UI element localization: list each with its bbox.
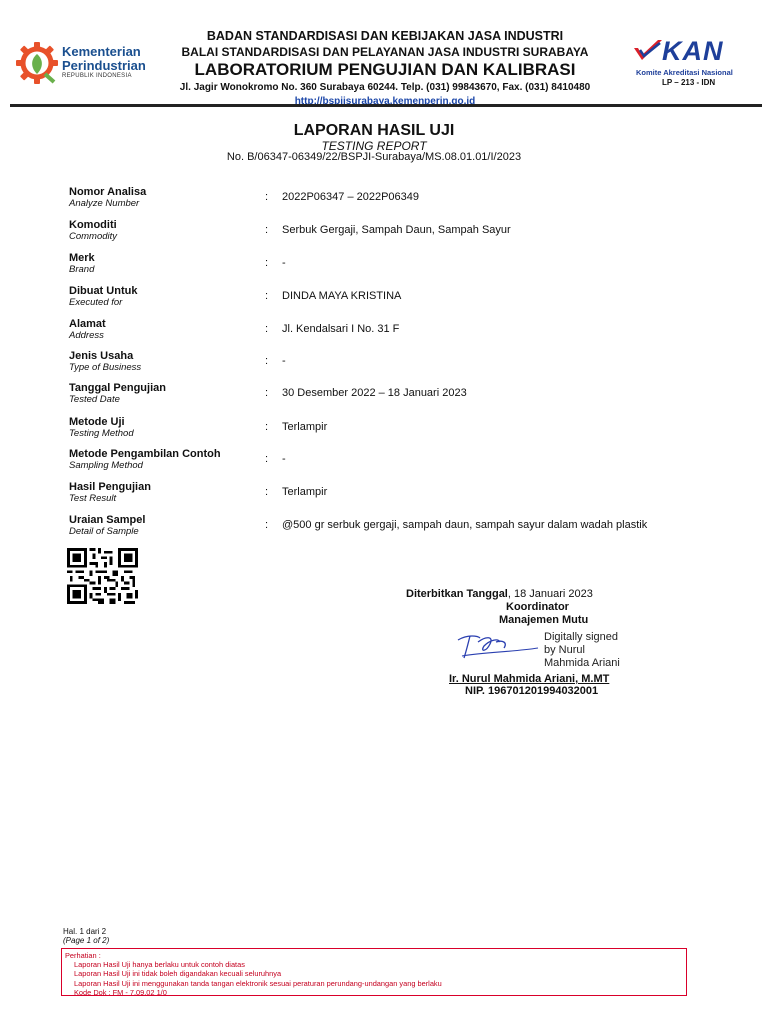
gear-logo-icon (14, 40, 60, 86)
kemenperin-logo-line2: Perindustrian (62, 58, 146, 73)
signer-role: Koordinator (506, 601, 569, 613)
field-brand (69, 252, 709, 282)
report-subtitle: TESTING REPORT (321, 139, 427, 153)
field-type-of-business (69, 350, 709, 380)
notice-title: Perhatian : (65, 951, 101, 960)
signer-name: Ir. Nurul Mahmida Ariani, M.MT (449, 673, 610, 685)
document-number: No. B/06347-06349/22/BSPJI-Surabaya/MS.08.01.01/I/2023 (226, 151, 522, 163)
field-colon: : (265, 224, 269, 236)
checkmark-logo-icon (632, 38, 666, 66)
kan-logo (632, 38, 754, 90)
kan-logo-subtitle: Komite Akreditasi Nasional (636, 68, 733, 77)
field-colon: : (265, 355, 269, 367)
letterhead (0, 0, 768, 110)
office-name: BALAI STANDARDISASI DAN PELAYANAN JASA INDUSTRI SURABAYA (181, 45, 589, 59)
field-label: Jenis Usaha (69, 350, 134, 362)
field-colon: : (265, 486, 269, 498)
issued-label: Diterbitkan Tanggal (406, 588, 508, 600)
digital-signature-note (544, 631, 620, 670)
document-code: Kode Dok : FM - 7.09.02 1/0 (74, 987, 167, 997)
kan-logo-word: KAN (662, 36, 724, 66)
digital-signature-line2: by Nurul (544, 644, 585, 656)
field-test-result (69, 481, 709, 511)
signer-department: Manajemen Mutu (499, 614, 589, 626)
field-colon: : (265, 519, 269, 531)
field-label: Dibuat Untuk (69, 285, 138, 297)
field-sublabel: Tested Date (69, 394, 120, 405)
field-value: Terlampir (282, 486, 328, 498)
digital-signature-line3: Mahmida Ariani (544, 657, 620, 669)
kemenperin-logo-line1: Kementerian (62, 44, 141, 59)
issued-date: , 18 Januari 2023 (507, 588, 593, 600)
field-testing-method (69, 416, 709, 446)
field-colon: : (265, 290, 269, 302)
signer-nip: NIP. 196701201994032001 (465, 685, 599, 697)
field-sublabel: Type of Business (69, 362, 142, 373)
institution-address: Jl. Jagir Wonokromo No. 360 Surabaya 60244. Telp. (031) 99843670, Fax. (031) 8410480 (179, 82, 591, 93)
field-label: Metode Pengambilan Contoh (69, 448, 221, 460)
field-sublabel: Commodity (69, 231, 118, 242)
page-indicator: Hal. 1 dari 2 (63, 927, 107, 936)
field-value: Terlampir (282, 421, 328, 433)
issued-date-line (406, 588, 593, 600)
field-value: - (282, 257, 286, 269)
page-indicator-english: (Page 1 of 2) (63, 936, 110, 945)
institution-url[interactable]: http://bspjisurabaya.kemenperin.go.id (294, 96, 476, 107)
field-analyze-number (69, 186, 709, 216)
field-value: Serbuk Gergaji, Sampah Daun, Sampah Sayur (282, 224, 511, 236)
notice-line: Laporan Hasil Uji ini tidak boleh digandakan kecuali seluruhnya (74, 969, 282, 979)
handwritten-signature (456, 630, 540, 664)
field-executed-for (69, 285, 709, 315)
field-label: Alamat (69, 318, 106, 330)
kemenperin-logo (14, 40, 164, 86)
field-label: Hasil Pengujian (69, 481, 151, 493)
field-label: Metode Uji (69, 416, 125, 428)
field-label: Tanggal Pengujian (69, 382, 166, 394)
kemenperin-logo-line3: REPUBLIK INDONESIA (62, 73, 132, 79)
notice-line: Laporan Hasil Uji hanya berlaku untuk contoh diatas (74, 960, 245, 970)
lab-name: LABORATORIUM PENGUJIAN DAN KALIBRASI (194, 60, 576, 79)
qr-code-icon (67, 548, 138, 604)
field-label: Nomor Analisa (69, 186, 147, 198)
field-address (69, 318, 709, 348)
field-sublabel: Address (69, 330, 104, 341)
field-label: Merk (69, 252, 95, 264)
report-title: LAPORAN HASIL UJI (293, 122, 455, 139)
field-sublabel: Sampling Method (69, 460, 143, 471)
accreditation-number: LP – 213 - IDN (662, 78, 716, 87)
field-detail-of-sample (69, 514, 709, 544)
field-value: Jl. Kendalsari I No. 31 F (282, 323, 400, 335)
field-colon: : (265, 257, 269, 269)
field-value: - (282, 453, 286, 465)
field-value: 2022P06347 – 2022P06349 (282, 191, 420, 203)
field-value: @500 gr serbuk gergaji, sampah daun, sampah sayur dalam wadah plastik (282, 519, 648, 531)
field-label: Komoditi (69, 219, 117, 231)
field-sampling-method (69, 448, 709, 478)
institution-heading (150, 28, 620, 108)
field-sublabel: Executed for (69, 297, 123, 308)
field-commodity (69, 219, 709, 249)
field-colon: : (265, 191, 269, 203)
field-sublabel: Detail of Sample (69, 526, 139, 537)
field-sublabel: Brand (69, 264, 95, 275)
field-colon: : (265, 323, 269, 335)
field-colon: : (265, 421, 269, 433)
digital-signature-line1: Digitally signed (544, 631, 618, 643)
field-sublabel: Analyze Number (69, 198, 140, 209)
field-colon: : (265, 453, 269, 465)
field-label: Uraian Sampel (69, 514, 146, 526)
notice-box (61, 948, 687, 996)
header-divider (10, 104, 762, 107)
field-sublabel: Testing Method (69, 428, 134, 439)
field-sublabel: Test Result (69, 493, 117, 504)
field-value: 30 Desember 2022 – 18 Januari 2023 (282, 387, 467, 399)
field-value: DINDA MAYA KRISTINA (282, 290, 402, 302)
field-value: - (282, 355, 286, 367)
field-colon: : (265, 387, 269, 399)
notice-line: Laporan Hasil Uji ini menggunakan tanda tangan elektronik sesuai peraturan perundang-undangan yang berlaku (74, 978, 442, 988)
field-tested-date (69, 382, 709, 412)
agency-name: BADAN STANDARDISASI DAN KEBIJAKAN JASA INDUSTRI (206, 29, 564, 43)
